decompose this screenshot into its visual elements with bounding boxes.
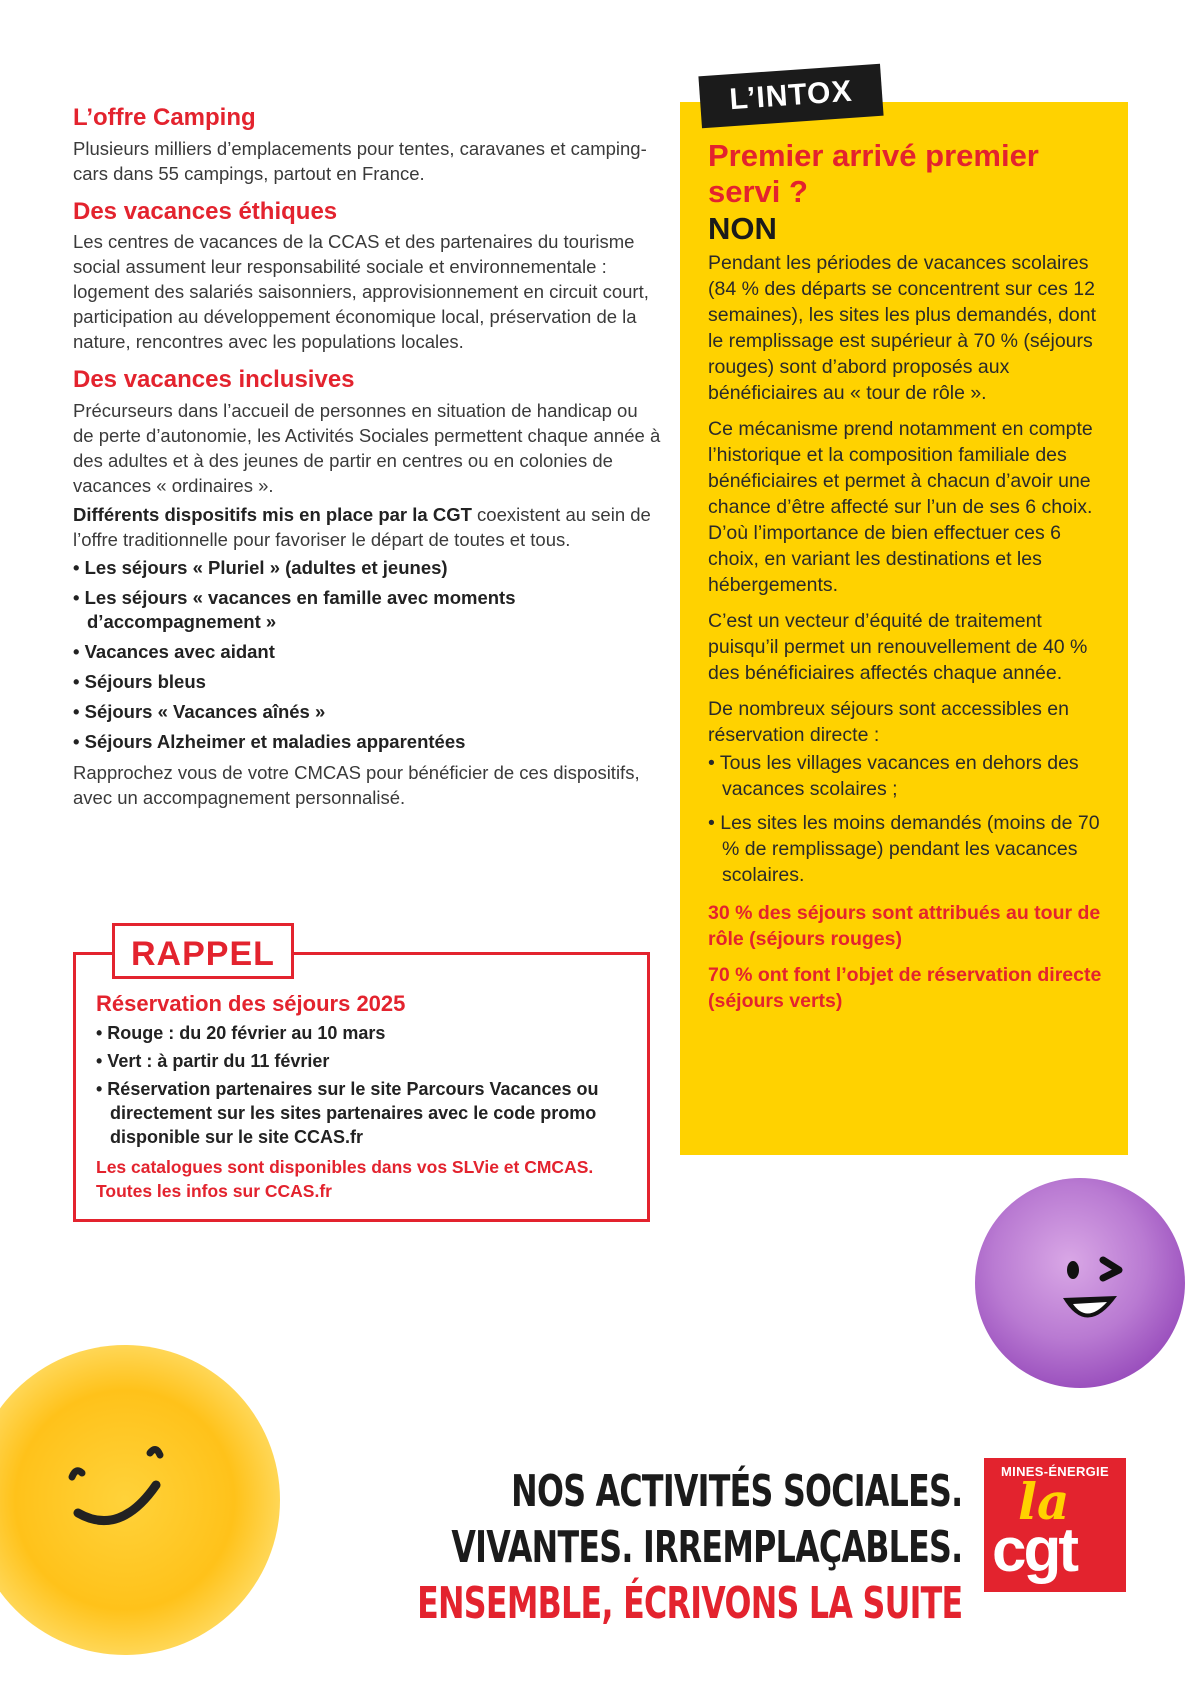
list-item: • Tous les villages vacances en dehors des vacances scolaires ; (708, 752, 1079, 800)
section-title-inclusives: Des vacances inclusives (73, 366, 355, 394)
intox-box (680, 102, 1128, 1155)
intox-title: Premier arrivé premier servi ? (708, 138, 1039, 209)
inclusives-strong: Différents dispositifs mis en place par la CGT (73, 503, 472, 525)
logo-main-text: cgt (992, 1516, 1076, 1585)
slogan-line: VIVANTES. IRREMPLAÇABLES. (450, 1522, 962, 1573)
intox-paragraph: Pendant les périodes de vacances scolaires (84 % des départs se concentrent sur ces 12 semaines), les sites les plus demandés, dont le remplissage est supérieur à 70 % (séjours rouges) sont d’abord proposés aux bénéficiaires au « tour de rôle ». (708, 252, 1097, 404)
section-title-ethiques: Des vacances éthiques (73, 197, 338, 225)
list-item: • Vert : à partir du 11 février (96, 1051, 330, 1071)
inclusives-strong-rest: coexistent au sein de l’offre traditionnelle pour favoriser le départ de toutes et tous. (73, 503, 651, 550)
list-item: • Les sites les moins demandés (moins de 70 % de remplissage) pendant les vacances scolaires. (708, 812, 1100, 886)
logo-top-text: MINES-ÉNERGIE (1001, 1464, 1109, 1479)
list-item: • Rouge : du 20 février au 10 mars (96, 1023, 386, 1043)
rappel-tag (112, 923, 294, 979)
list-item: • Séjours Alzheimer et maladies apparentées (73, 730, 466, 752)
cgt-logo (984, 1458, 1126, 1592)
section-title-camping: L’offre Camping (73, 104, 256, 131)
list-item: • Séjours « Vacances aînés » (73, 700, 326, 722)
intox-highlight: 70 % ont font l’objet de réservation directe (séjours verts) (708, 964, 1102, 1012)
ethiques-text: Les centres de vacances de la CCAS et des partenaires du tourisme social assument leur responsabilité sociale et environnementale : logement des salariés saisonniers, approvisionnement en circuit court, participation au développement économique local, préservation de la nature, rencontres avec les populations locales. (73, 231, 649, 353)
intox-answer: NON (708, 211, 777, 246)
intox-list (708, 750, 1116, 888)
list-item: • Vacances avec aidant (73, 640, 275, 662)
rappel-title: Réservation des séjours 2025 (96, 991, 406, 1016)
inclusives-closing: Rapprochez vous de votre CMCAS pour bénéficier de ces dispositifs, avec un accompagnement personnalisé. (73, 761, 640, 808)
list-item: • Les séjours « vacances en famille avec moments d’accompagnement » (73, 586, 516, 632)
winking-face-icon (975, 1178, 1185, 1388)
list-item: • Séjours bleus (73, 670, 206, 692)
slogan-line: ENSEMBLE, ÉCRIVONS LA SUITE (416, 1578, 962, 1629)
intox-paragraph: C’est un vecteur d’équité de traitement puisqu’il permet un renouvellement de 40 % des bénéficiaires affectés chaque année. (708, 610, 1088, 684)
list-item: • Les séjours « Pluriel » (adultes et jeunes) (73, 556, 448, 578)
camping-text: Plusieurs milliers d’emplacements pour tentes, caravanes et camping-cars dans 55 campings, partout en France. (73, 137, 647, 184)
rappel-body (96, 991, 636, 1203)
logo-la-text: la (1018, 1472, 1070, 1531)
inclusives-list (73, 556, 663, 754)
intox-content (708, 138, 1116, 1024)
inclusives-cgt-text (73, 502, 663, 552)
intox-paragraph: De nombreux séjours sont accessibles en réservation directe : (708, 698, 1069, 746)
rappel-list (96, 1021, 636, 1149)
rappel-note: Les catalogues sont disponibles dans vos SLVie et CMCAS. Toutes les infos sur CCAS.fr (96, 1157, 594, 1201)
slogan-line: NOS ACTIVITÉS SOCIALES. (510, 1466, 962, 1517)
intox-tag-label: L’INTOX (728, 74, 854, 117)
rappel-tag-label: RAPPEL (131, 935, 275, 973)
slogan (205, 1464, 962, 1632)
intox-paragraph: Ce mécanisme prend notamment en compte l’historique et la composition familiale des bénéficiaires et permet à chacun d’avoir une chance d’être affecté sur l’un de ses 6 choix. D’où l’importance de bien effectuer ces 6 choix, en variant les destinations et les hébergements. (708, 418, 1093, 596)
intox-highlight: 30 % des séjours sont attribués au tour de rôle (séjours rouges) (708, 902, 1101, 950)
inclusives-text: Précurseurs dans l’accueil de personnes en situation de handicap ou de perte d’autonomie, les Activités Sociales permettent chaque année à des adultes et à des jeunes de partir en centres ou en colonies de vacances « ordinaires ». (73, 399, 661, 496)
rappel-box (73, 935, 650, 1222)
left-column (73, 104, 663, 822)
list-item: • Réservation partenaires sur le site Parcours Vacances ou directement sur les sites partenaires avec le code promo disponible sur le site CCAS.fr (96, 1079, 599, 1147)
winking-smiley-icon (975, 1178, 1185, 1388)
